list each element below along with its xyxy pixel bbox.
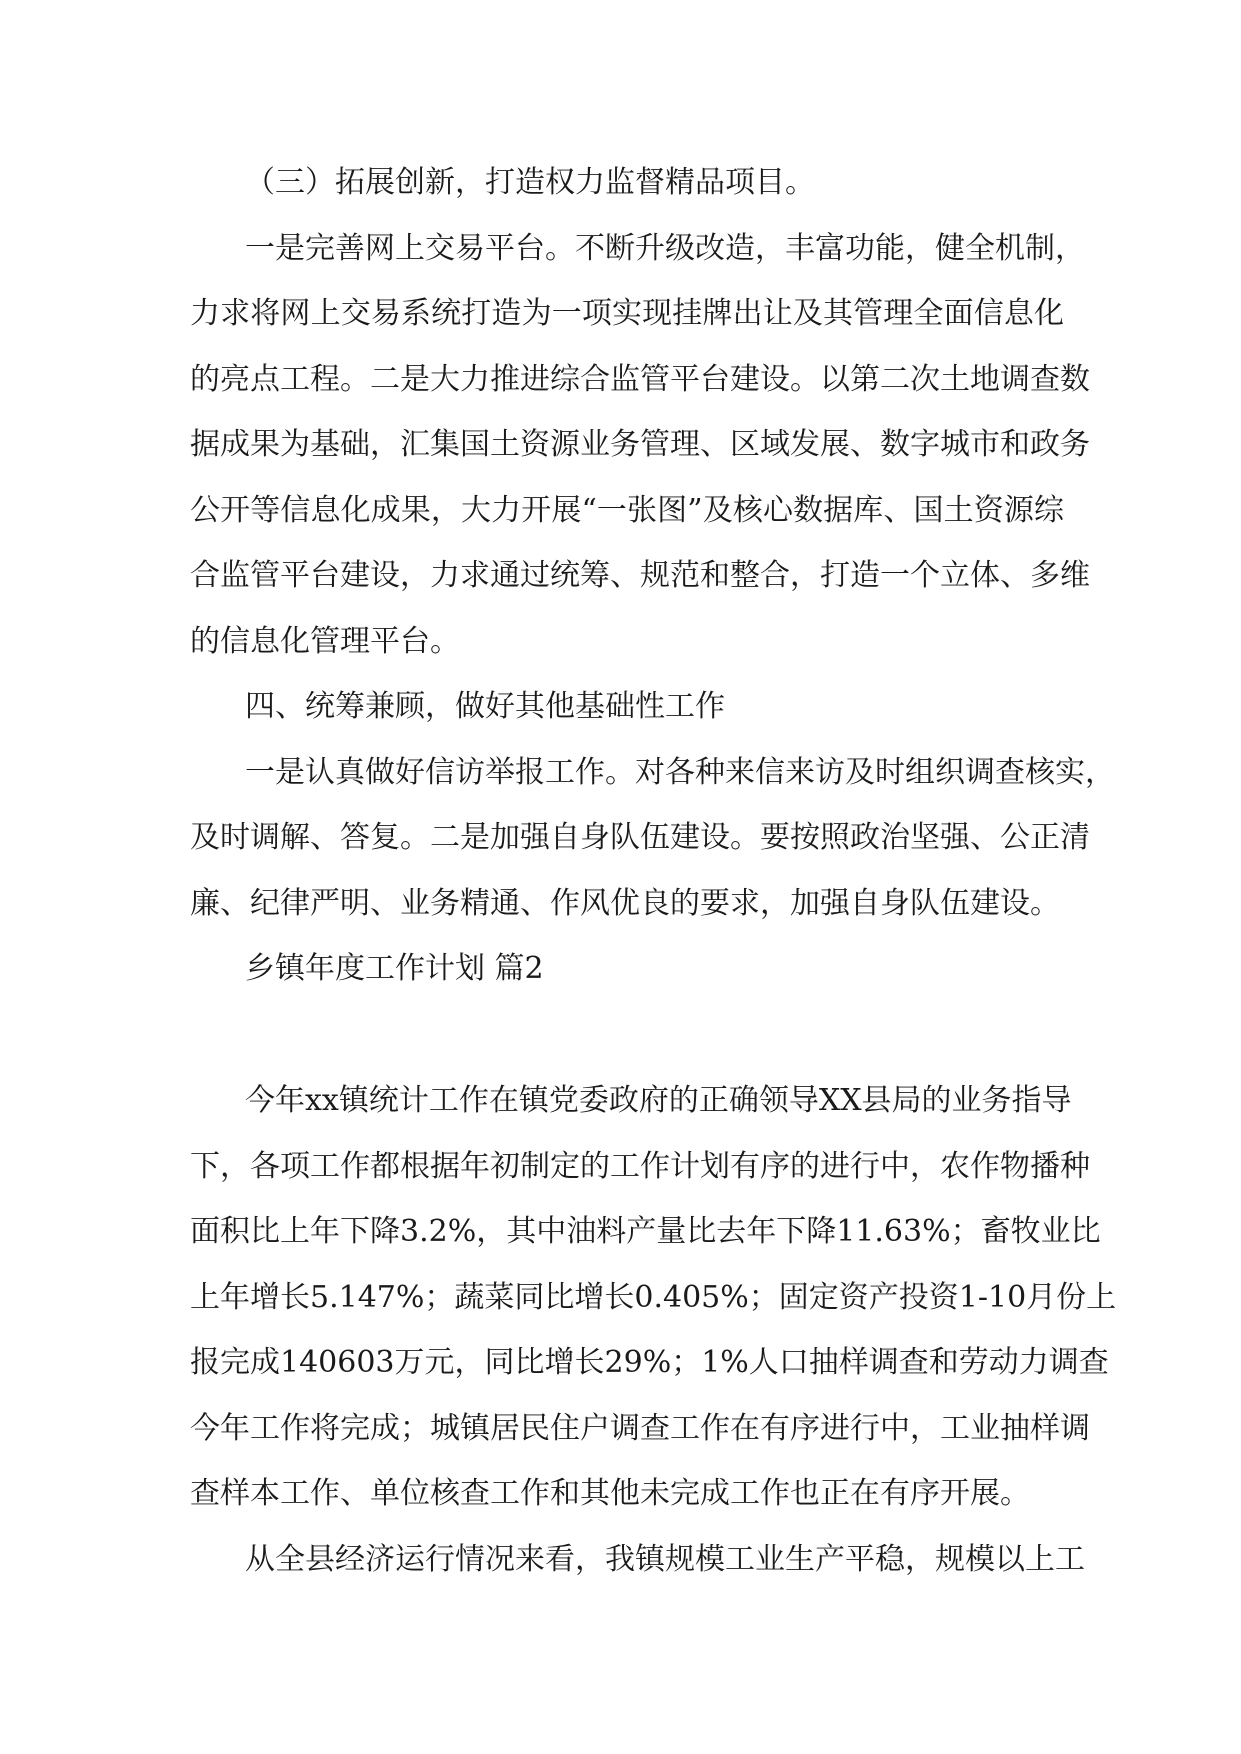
paragraph-line: 报完成140603万元，同比增长29%；1%人口抽样调查和劳动力调查: [190, 1345, 1109, 1380]
paragraph-line: 下，各项工作都根据年初制定的工作计划有序的进行中，农作物播种: [190, 1149, 1090, 1184]
paragraph-line: 一是认真做好信访举报工作。对各种来信来访及时组织调查核实，: [245, 755, 1115, 790]
paragraph-line: 的信息化管理平台。: [190, 624, 460, 659]
paragraph-line: 今年工作将完成；城镇居民住户调查工作在有序进行中，工业抽样调: [190, 1411, 1090, 1446]
paragraph-line: 廉、纪律严明、业务精通、作风优良的要求，加强自身队伍建设。: [190, 886, 1060, 921]
paragraph-line: 据成果为基础，汇集国土资源业务管理、区域发展、数字城市和政务: [190, 427, 1090, 462]
paragraph-line: 面积比上年下降3.2%，其中油料产量比去年下降11.63%；畜牧业比: [190, 1214, 1101, 1249]
section-heading-expand-innovation: （三）拓展创新，打造权力监督精品项目。: [245, 165, 815, 200]
paragraph-line: 的亮点工程。二是大力推进综合监管平台建设。以第二次土地调查数: [190, 362, 1090, 397]
paragraph-line: 查样本工作、单位核查工作和其他未完成工作也正在有序开展。: [190, 1476, 1030, 1511]
article-title-part-2: 乡镇年度工作计划 篇2: [245, 951, 544, 986]
section-heading-four: 四、统筹兼顾，做好其他基础性工作: [245, 689, 725, 724]
paragraph-line: 从全县经济运行情况来看，我镇规模工业生产平稳，规模以上工: [245, 1542, 1085, 1577]
paragraph-line: 上年增长5.147%；蔬菜同比增长0.405%；固定资产投资1-10月份上: [190, 1280, 1117, 1315]
paragraph-line: 一是完善网上交易平台。不断升级改造，丰富功能，健全机制，: [245, 231, 1085, 266]
paragraph-line: 公开等信息化成果，大力开展“一张图”及核心数据库、国土资源综: [190, 493, 1064, 528]
paragraph-line: 力求将网上交易系统打造为一项实现挂牌出让及其管理全面信息化: [190, 296, 1064, 331]
paragraph-line: 及时调解、答复。二是加强自身队伍建设。要按照政治坚强、公正清: [190, 820, 1090, 855]
paragraph-line: 合监管平台建设，力求通过统筹、规范和整合，打造一个立体、多维: [190, 558, 1090, 593]
paragraph-line: 今年xx镇统计工作在镇党委政府的正确领导XX县局的业务指导: [245, 1083, 1072, 1118]
